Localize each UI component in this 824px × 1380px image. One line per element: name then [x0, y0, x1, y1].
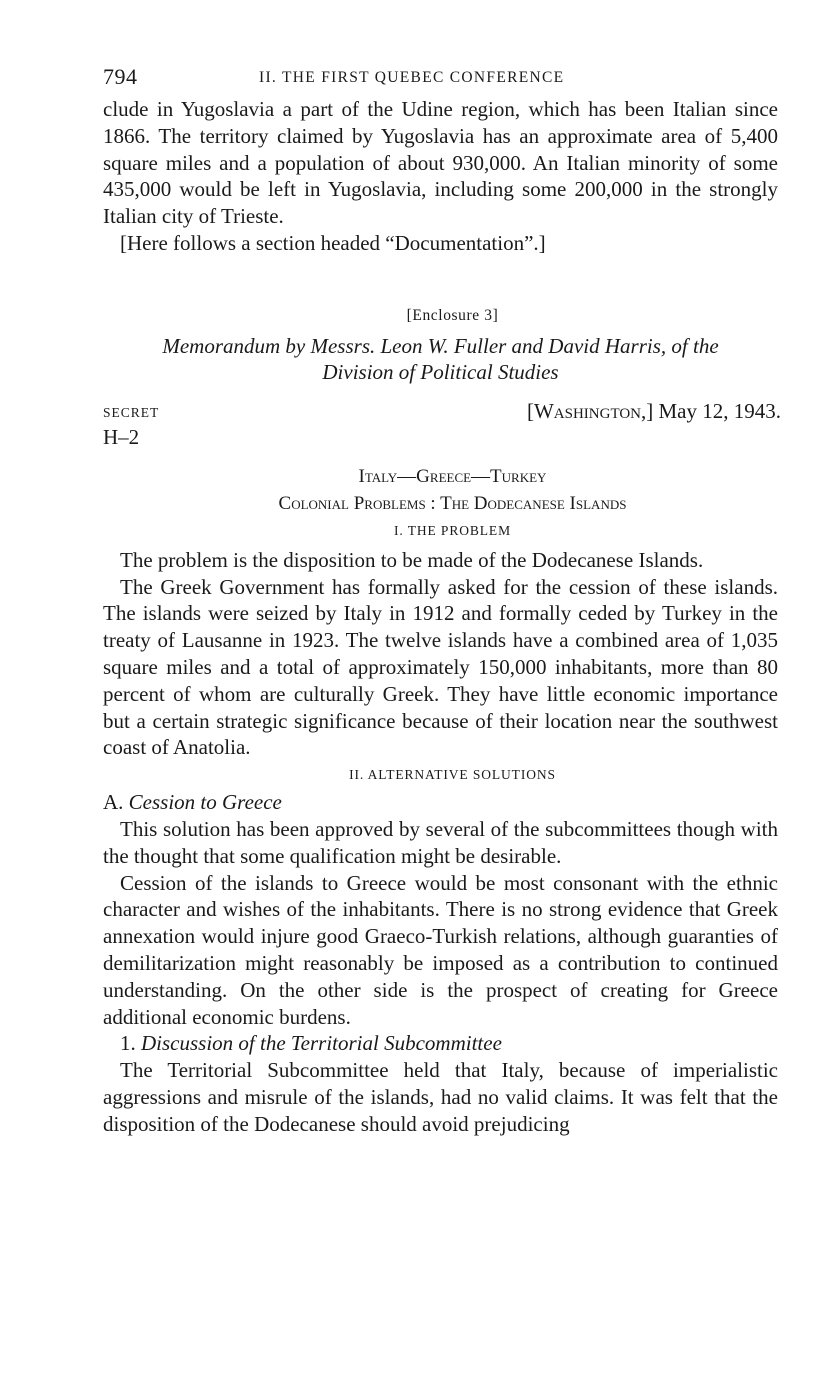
page-number: 794: [103, 64, 138, 89]
section-title-problem: I. THE PROBLEM: [394, 522, 511, 538]
subsection-letter: A.: [103, 790, 124, 815]
enclosure-label: [Enclosure 3]: [406, 306, 499, 324]
subject-heading-2: Colonial Problems : The Dodecanese Islands: [278, 492, 627, 514]
subject-heading-1: Italy—Greece—Turkey: [358, 465, 547, 487]
document-number: H–2: [103, 424, 140, 449]
memo-title: [103, 333, 778, 385]
dateline-date: May 12, 1943.: [653, 398, 781, 423]
problem-paragraph-2: The Greek Government has formally asked for the cession of these islands. The islands were seized by Italy in 1912 and formally ceded by Turkey in the treaty of Lausanne in 1923. The twelve islands have a combined area of 1,035 square miles and a total of approximately 150,000 inhabitants, more than 80 percent of whom are culturally Greek. They have little economic importance but a certain strategic significance because of their location near the southwest coast of Anatolia.: [103, 574, 778, 760]
dateline-bracket-open: [: [526, 398, 534, 423]
section-title-alternatives: II. ALTERNATIVE SOLUTIONS: [349, 767, 556, 783]
dateline-bracket-close: ,]: [641, 398, 654, 423]
territorial-paragraph: The Territorial Subcommittee held that Italy, because of imperialistic aggressions and misrule of the islands, had no valid claims. It was felt that the disposition of the Dodecanese should avoid prejudicing: [103, 1058, 778, 1136]
document-page: [103, 62, 781, 1138]
numbered-heading-number: 1.: [120, 1031, 136, 1056]
cession-paragraph-2: Cession of the islands to Greece would be most consonant with the ethnic character and wishes of the inhabitants. There is no strong evidence that Greek annexation would injure good Graeco-Turkish relations, although guaranties of demilitarization might reasonably be imposed as a contribution to continued understanding. On the other side is the prospect of creating for Greece additional economic burdens.: [103, 870, 778, 1029]
editorial-note: [Here follows a section headed “Documentation”.]: [120, 230, 546, 255]
numbered-heading-title: Discussion of the Territorial Subcommittee: [141, 1031, 502, 1056]
cession-paragraph-1: This solution has been approved by several of the subcommittees though with the thought that some qualification might be desirable.: [103, 816, 778, 868]
problem-paragraph-1: The problem is the disposition to be made of the Dodecanese Islands.: [120, 547, 704, 572]
classification-label: SECRET: [103, 404, 160, 420]
dateline: [527, 399, 781, 424]
memo-title-line-1: Memorandum by Messrs. Leon W. Fuller and David Harris, of the: [162, 333, 719, 358]
subsection-heading-a: [103, 789, 778, 816]
subsection-title: Cession to Greece: [128, 790, 282, 815]
running-head: [103, 62, 778, 96]
running-title: II. THE FIRST QUEBEC CONFERENCE: [259, 69, 565, 86]
continuation-paragraph: clude in Yugoslavia a part of the Udine region, which has been Italian since 1866. The territory claimed by Yugoslavia has an approximate area of 5,400 square miles and a population of about 930,000. An Italian minority of some 435,000 would be left in Yugoslavia, including some 200,000 in the strongly Italian city of Trieste.: [103, 97, 778, 229]
dateline-place: Washington: [533, 398, 641, 423]
memo-title-line-2: Division of Political Studies: [322, 359, 559, 384]
dateline-row: [103, 398, 781, 451]
numbered-heading-1: [103, 1030, 778, 1057]
